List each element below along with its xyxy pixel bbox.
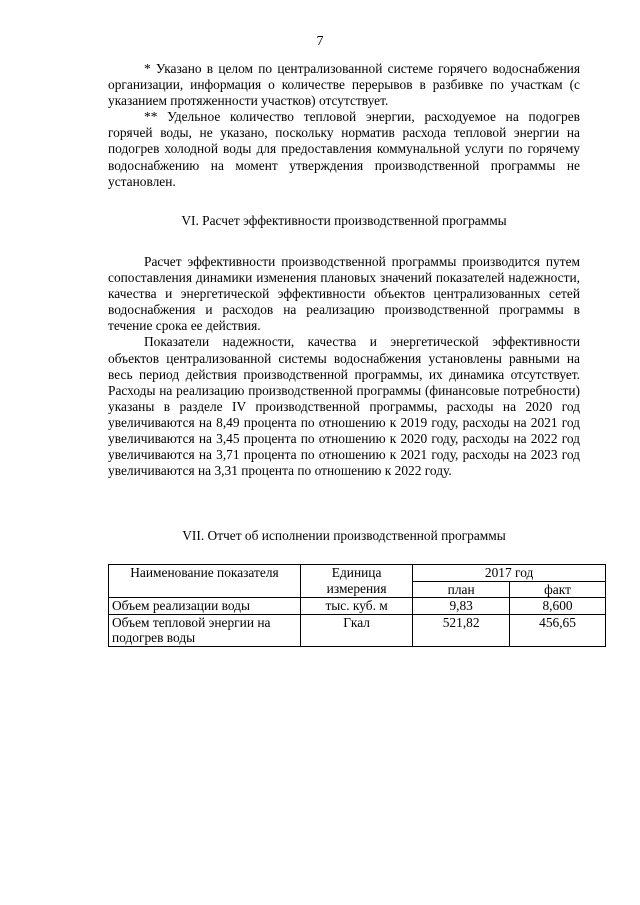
footnote-2: ** Удельное количество тепловой энергии, расходуемое на подогрев горячей воды, не указано, поскольку норматив расхода тепловой энергии на подогрев холодной воды для предоставления коммунальной услуги по горячему водоснабжению на момент утверждения производственной программы не установлен. bbox=[108, 109, 580, 189]
table-row bbox=[109, 614, 606, 646]
table-row bbox=[109, 598, 606, 615]
table-header-row bbox=[109, 565, 606, 582]
section-6-paragraph-2: Показатели надежности, качества и энергетической эффективности объектов централизованной системы водоснабжения установлены равными на весь период действия производственной программы, их динамика отсутствует. Расходы на реализацию производственной программы (финансовые потребности) указаны в разделе IV производственной программы, расходы на 2020 год увеличиваются на 8,49 процента по отношению к 2019 году, расходы на 2021 год увеличиваются на 3,45 процента по отношению к 2020 году, расходы на 2022 год увеличиваются на 3,71 процента по отношению к 2021 году, расходы на 2023 год увеличиваются на 3,31 процента по отношению к 2022 году. bbox=[108, 334, 580, 479]
header-indicator-name: Наименование показателя bbox=[109, 565, 301, 598]
header-plan: план bbox=[413, 581, 510, 598]
row-plan-value: 521,82 bbox=[413, 614, 510, 646]
header-fact: факт bbox=[510, 581, 606, 598]
footnote-1: * Указано в целом по централизованной системе горячего водоснабжения организации, информация о количестве перерывов в разбивке по участкам (с указанием протяженности участков) отсутствует. bbox=[108, 61, 580, 109]
row-fact-value: 8,600 bbox=[510, 598, 606, 615]
row-plan-value: 9,83 bbox=[413, 598, 510, 615]
row-unit: Гкал bbox=[300, 614, 412, 646]
section-6-title: VI. Расчет эффективности производственной программы bbox=[181, 213, 507, 228]
performance-report-table bbox=[108, 564, 606, 647]
row-unit: тыс. куб. м bbox=[300, 598, 412, 615]
section-6-body bbox=[108, 254, 580, 479]
section-7-title: VII. Отчет об исполнении производственной программы bbox=[182, 528, 506, 543]
row-indicator-name: Объем тепловой энергии на подогрев воды bbox=[109, 614, 301, 646]
header-unit: Единица измерения bbox=[300, 565, 412, 598]
footnotes bbox=[108, 61, 580, 190]
row-fact-value: 456,65 bbox=[510, 614, 606, 646]
section-6-paragraph-1: Расчет эффективности производственной программы производится путем сопоставления динамики изменения плановых значений показателей надежности, качества и энергетической эффективности объектов централизованных сетей водоснабжения и расходов на реализацию производственной программы в течение срока ее действия. bbox=[108, 254, 580, 334]
page-number: 7 bbox=[316, 34, 324, 49]
header-year: 2017 год bbox=[413, 565, 606, 582]
row-indicator-name: Объем реализации воды bbox=[109, 598, 301, 615]
